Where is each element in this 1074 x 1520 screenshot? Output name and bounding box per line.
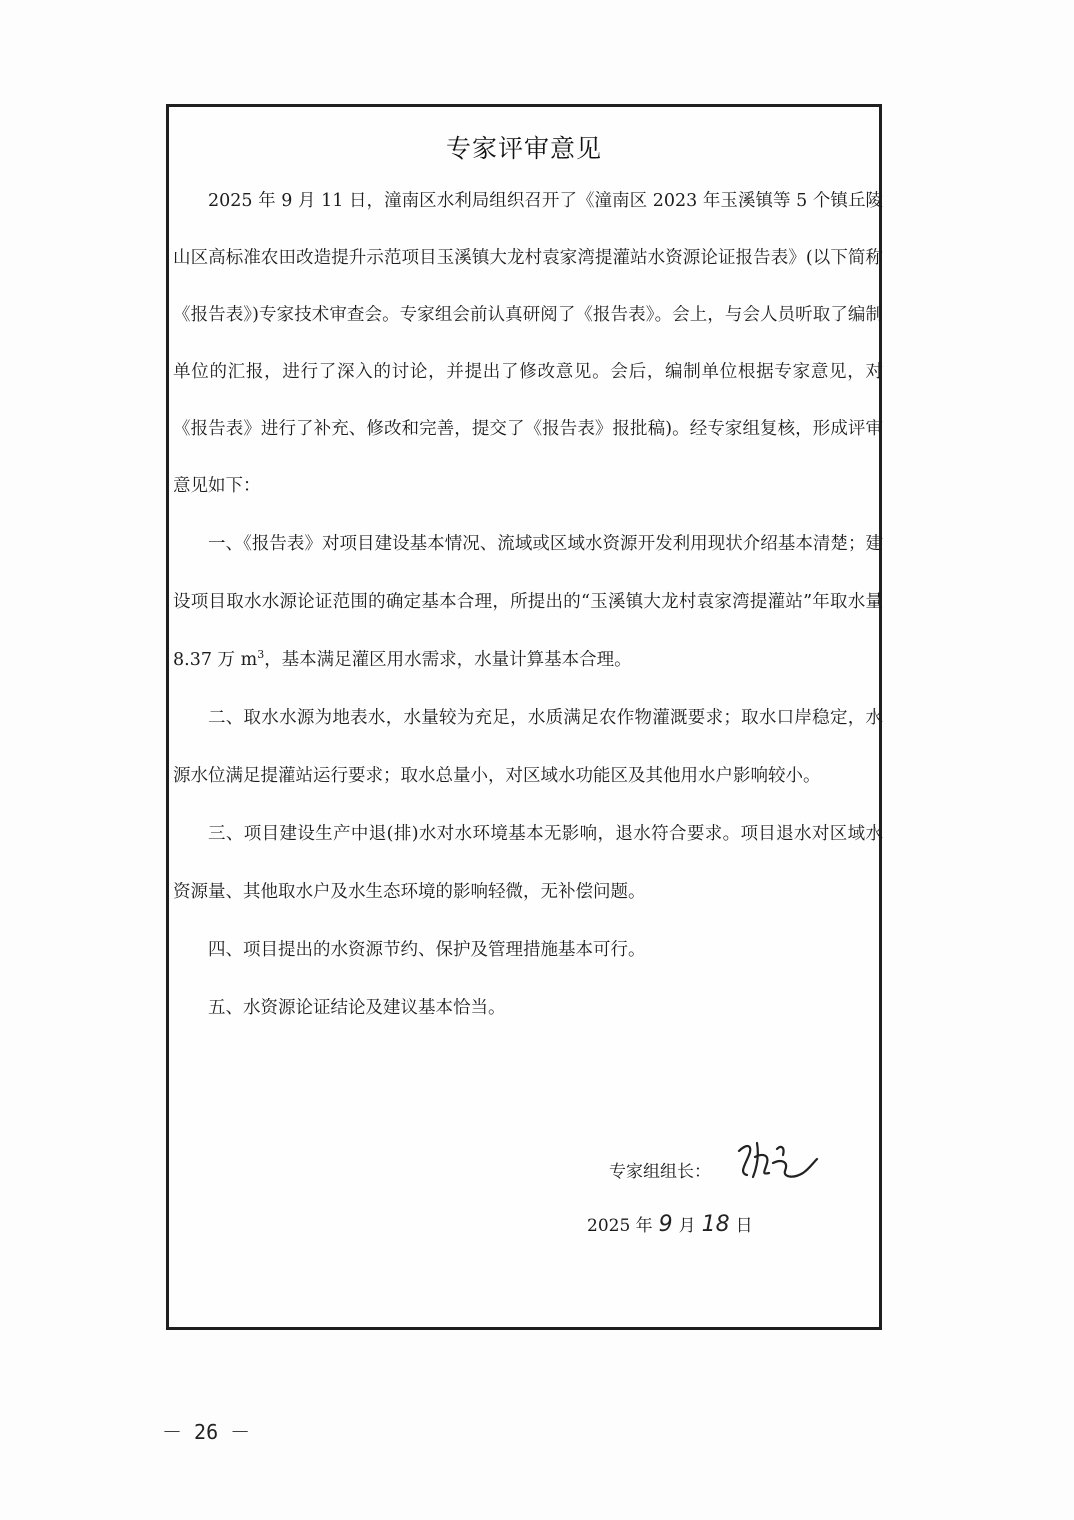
opinion-item-1-text: 一、《报告表》对项目建设基本情况、流域或区域水资源开发利用现状介绍基本清楚；建设项目取水水源论证范围的确定基本合理，所提出的“玉溪镇大龙村袁家湾提灌站”年取水量 8.37 万 m (173, 534, 883, 670)
review-opinion-form (166, 104, 882, 1330)
opinion-item-1 (173, 515, 883, 689)
date-year: 2025 年 (587, 1216, 653, 1236)
date-month-handwritten: 9 (658, 1212, 673, 1237)
opinion-item-4: 四、项目提出的水资源节约、保护及管理措施基本可行。 (208, 940, 646, 960)
date-day-label: 日 (735, 1216, 753, 1236)
date-month-label: 月 (678, 1216, 696, 1236)
signing-date (587, 1211, 753, 1237)
date-day-handwritten: 18 (701, 1212, 730, 1237)
opinion-item-3: 三、项目建设生产中退(排)水对水环境基本无影响，退水符合要求。项目退水对区域水资源量、其他取水户及水生态环境的影响轻微，无补偿问题。 (173, 824, 883, 902)
intro-paragraph: 2025 年 9 月 11 日，潼南区水利局组织召开了《潼南区 2023 年玉溪镇等 5 个镇丘陵山区高标准农田改造提升示范项目玉溪镇大龙村袁家湾提灌站水资源论证报告表》(以下简称《报告表》)专家技术审查会。专家组会前认真研阅了《报告表》。会上，与会人员听取了编制单位的汇报，进行了深入的讨论，并提出了修改意见。会后，编制单位根据专家意见，对《报告表》进行了补充、修改和完善，提交了《报告表》报批稿)。经专家组复核，形成评审意见如下： (173, 191, 883, 496)
opinion-body (173, 173, 883, 1037)
opinion-item-2: 二、取水水源为地表水，水量较为充足，水质满足农作物灌溉要求；取水口岸稳定，水源水位满足提灌站运行要求；取水总量小，对区域水功能区及其他用水户影响较小。 (173, 708, 883, 786)
form-title: 专家评审意见 (445, 134, 602, 163)
handwritten-signature (733, 1133, 823, 1193)
signer-label: 专家组组长： (609, 1162, 711, 1182)
opinion-item-1-tail: ，基本满足灌区用水需求，水量计算基本合理。 (264, 650, 632, 670)
opinion-item-5: 五、水资源论证结论及建议基本恰当。 (208, 998, 506, 1018)
page-number: － 26 － (162, 1420, 251, 1444)
cubic-superscript: 3 (257, 648, 265, 662)
